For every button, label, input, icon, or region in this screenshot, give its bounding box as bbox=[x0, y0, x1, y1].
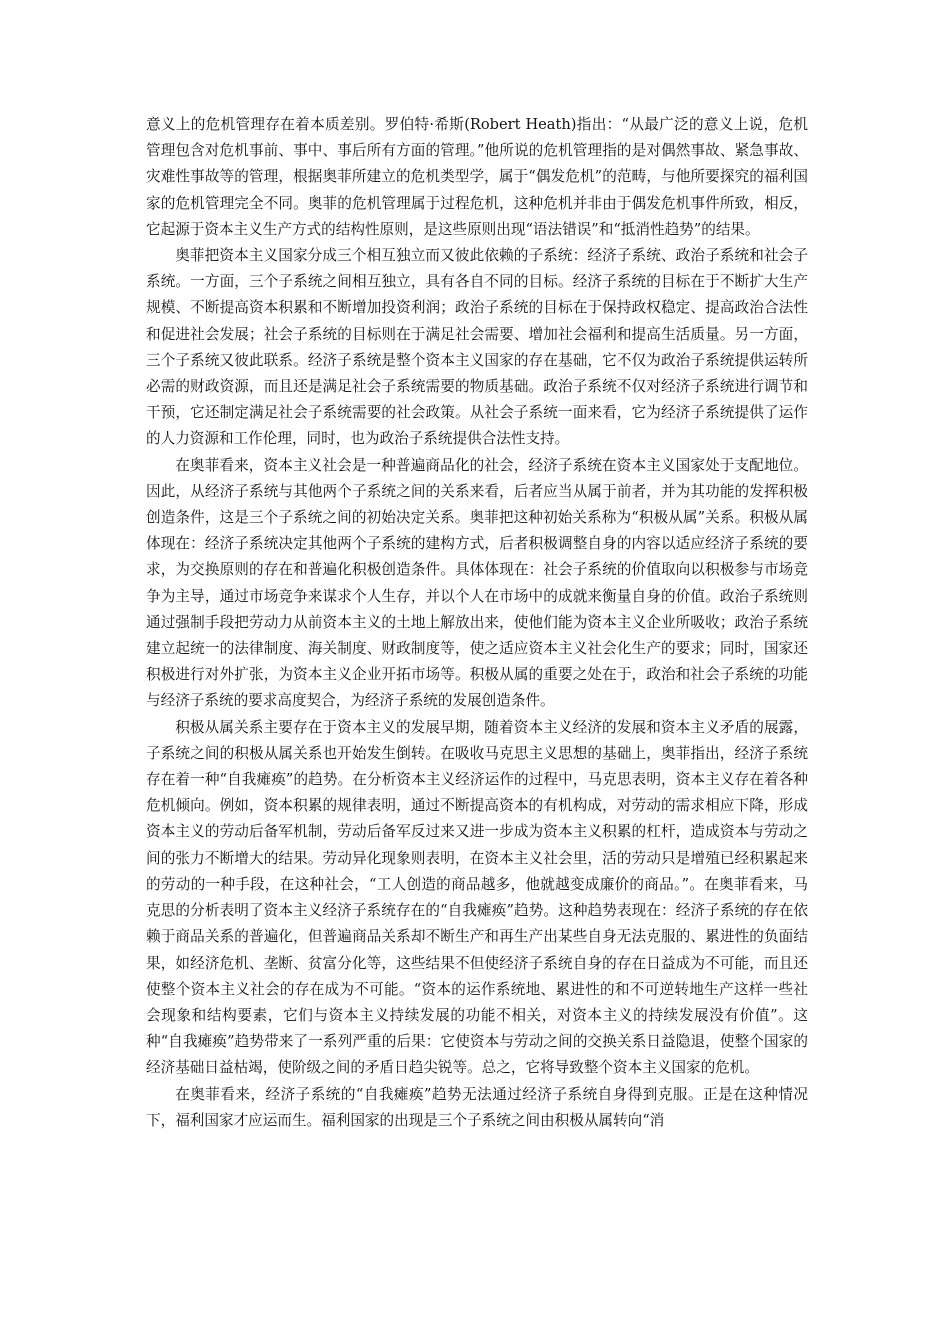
document-body bbox=[146, 112, 808, 1134]
paragraph-1: 意义上的危机管理存在着本质差别。罗伯特·希斯(Robert Heath)指出：“从最广泛的意义上说，危机管理包含对危机事前、事中、事后所有方面的管理。”他所说的危机管理指的是对偶然事故、紧急事故、灾难性事故等的管理，根据奥菲所建立的危机类型学，属于“偶发危机”的范畴，与他所要探究的福利国家的危机管理完全不同。奥菲的危机管理属于过程危机，这种危机并非由于偶发危机事件所致，相反，它起源于资本主义生产方式的结构性原则，是这些原则出现“语法错误”和“抵消性趋势”的结果。 bbox=[146, 116, 808, 238]
paragraph-5: 在奥菲看来，经济子系统的“自我瘫痪”趋势无法通过经济子系统自身得到克服。正是在这种情况下，福利国家才应运而生。福利国家的出现是三个子系统之间由积极从属转向“消 bbox=[146, 1085, 808, 1129]
paragraph-2: 奥菲把资本主义国家分成三个相互独立而又彼此依赖的子系统：经济子系统、政治子系统和社会子系统。一方面，三个子系统之间相互独立，具有各自不同的目标。经济子系统的目标在于不断扩大生产规模、不断提高资本积累和不断增加投资利润；政治子系统的目标在于保持政权稳定、提高政治合法性和促进社会发展；社会子系统的目标则在于满足社会需要、增加社会福利和提高生活质量。另一方面，三个子系统又彼此联系。经济子系统是整个资本主义国家的存在基础，它不仅为政治子系统提供运转所必需的财政资源，而且还是满足社会子系统需要的物质基础。政治子系统不仅对经济子系统进行调节和干预，它还制定满足社会子系统需要的社会政策。从社会子系统一面来看，它为经济子系统提供了运作的人力资源和工作伦理，同时，也为政治子系统提供合法性支持。 bbox=[146, 247, 808, 448]
paragraph-4: 积极从属关系主要存在于资本主义的发展早期，随着资本主义经济的发展和资本主义矛盾的展露，子系统之间的积极从属关系也开始发生倒转。在吸收马克思主义思想的基础上，奥菲指出，经济子系统存在着一种“自我瘫痪”的趋势。在分析资本主义经济运作的过程中，马克思表明，资本主义存在着各种危机倾向。例如，资本积累的规律表明，通过不断提高资本的有机构成，对劳动的需求相应下降，形成资本主义的劳动后备军机制，劳动后备军反过来又进一步成为资本主义积累的杠杆，造成资本与劳动之间的张力不断增大的结果。劳动异化现象则表明，在资本主义社会里，活的劳动只是增殖已经积累起来的劳动的一种手段，在这种社会，“工人创造的商品越多，他就越变成廉价的商品。”。在奥菲看来，马克思的分析表明了资本主义经济子系统存在的“自我瘫痪”趋势。这种趋势表现在：经济子系统的存在依赖于商品关系的普遍化，但普遍商品关系却不断生产和再生产出某些自身无法克服的、累进性的负面结果，如经济危机、垄断、贫富分化等，这些结果不但使经济子系统自身的存在日益成为不可能，而且还使整个资本主义社会的存在成为不可能。“资本的运作系统地、累进性的和不可逆转地生产这样一些社会现象和结构要素，它们与资本主义持续发展的功能不相关，对资本主义的持续发展没有价值”。这种“自我瘫痪”趋势带来了一系列严重的后果：它使资本与劳动之间的交换关系日益隐退，使整个国家的经济基础日益枯竭，使阶级之间的矛盾日趋尖锐等。总之，它将导致整个资本主义国家的危机。 bbox=[146, 718, 808, 1077]
paragraph-3: 在奥菲看来，资本主义社会是一种普遍商品化的社会，经济子系统在资本主义国家处于支配地位。因此，从经济子系统与其他两个子系统之间的关系来看，后者应当从属于前者，并为其功能的发挥积极创造条件，这是三个子系统之间的初始决定关系。奥菲把这种初始关系称为“积极从属”关系。积极从属体现在：经济子系统决定其他两个子系统的建构方式，后者积极调整自身的内容以适应经济子系统的要求，为交换原则的存在和普遍化积极创造条件。具体体现在：社会子系统的价值取向以积极参与市场竞争为主导，通过市场竞争来谋求个人生存，并以个人在市场中的成就来衡量自身的价值。政治子系统则通过强制手段把劳动力从前资本主义的土地上解放出来，使他们能为资本主义企业所吸收；政治子系统建立起统一的法律制度、海关制度、财政制度等，使之适应资本主义社会化生产的要求；同时，国家还积极进行对外扩张，为资本主义企业开拓市场等。积极从属的重要之处在于，政治和社会子系统的功能与经济子系统的要求高度契合，为经济子系统的发展创造条件。 bbox=[146, 456, 808, 710]
